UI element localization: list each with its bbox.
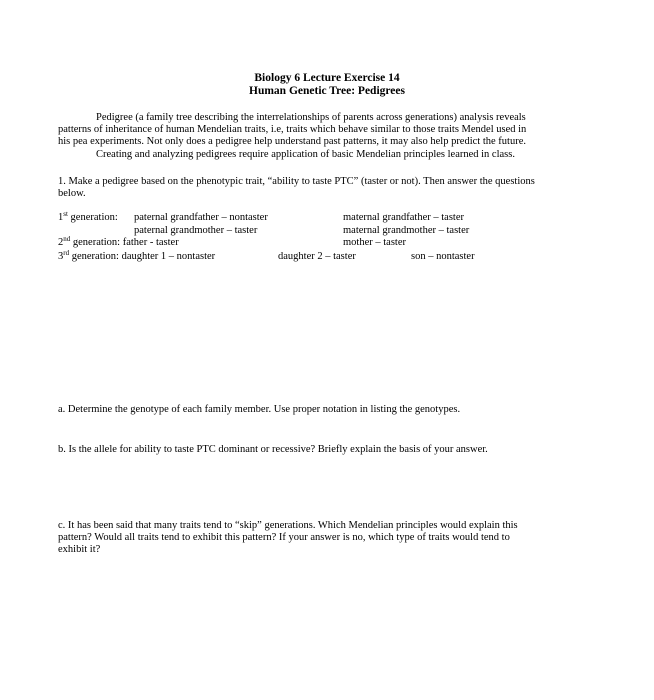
question-c-line-1: c. It has been said that many traits tend to “skip” generations. Which Mendelian principles would explain this bbox=[58, 520, 518, 531]
document-subtitle: Human Genetic Tree: Pedigrees bbox=[249, 85, 405, 97]
generation-1-label: 1st generation: bbox=[58, 210, 118, 223]
question-1-line-2: below. bbox=[58, 188, 86, 199]
question-c-line-3: exhibit it? bbox=[58, 544, 101, 555]
intro-line-3: his pea experiments. Not only does a pedigree help understand past patterns, it may also help predict the future. bbox=[58, 136, 526, 147]
intro-line-1: Pedigree (a family tree describing the interrelationships of parents across generations) analysis reveals bbox=[96, 112, 526, 123]
maternal-grandfather: maternal grandfather – taster bbox=[343, 212, 464, 223]
generation-2-label: 2nd generation: father - taster bbox=[58, 235, 179, 248]
daughter-2: daughter 2 – taster bbox=[278, 251, 356, 262]
document-title: Biology 6 Lecture Exercise 14 bbox=[254, 72, 400, 84]
intro-line-2: patterns of inheritance of human Mendelian traits, i.e, traits which behave similar to those traits Mendel used in bbox=[58, 124, 527, 135]
son: son – nontaster bbox=[411, 251, 475, 262]
paternal-grandfather: paternal grandfather – nontaster bbox=[134, 212, 268, 223]
question-b: b. Is the allele for ability to taste PTC dominant or recessive? Briefly explain the basis of your answer. bbox=[58, 444, 488, 455]
generation-3-label: 3rd generation: daughter 1 – nontaster bbox=[58, 249, 216, 262]
intro-line-4: Creating and analyzing pedigrees require application of basic Mendelian principles learned in class. bbox=[96, 149, 515, 160]
paternal-grandmother: paternal grandmother – taster bbox=[134, 225, 258, 236]
question-c-line-2: pattern? Would all traits tend to exhibit this pattern? If your answer is no, which type of traits would tend to bbox=[58, 532, 510, 543]
maternal-grandmother: maternal grandmother – taster bbox=[343, 225, 470, 236]
question-1-line-1: 1. Make a pedigree based on the phenotypic trait, “ability to taste PTC” (taster or not). Then answer the questions bbox=[58, 176, 535, 187]
mother: mother – taster bbox=[343, 237, 406, 248]
question-a: a. Determine the genotype of each family member. Use proper notation in listing the genotypes. bbox=[58, 404, 461, 415]
